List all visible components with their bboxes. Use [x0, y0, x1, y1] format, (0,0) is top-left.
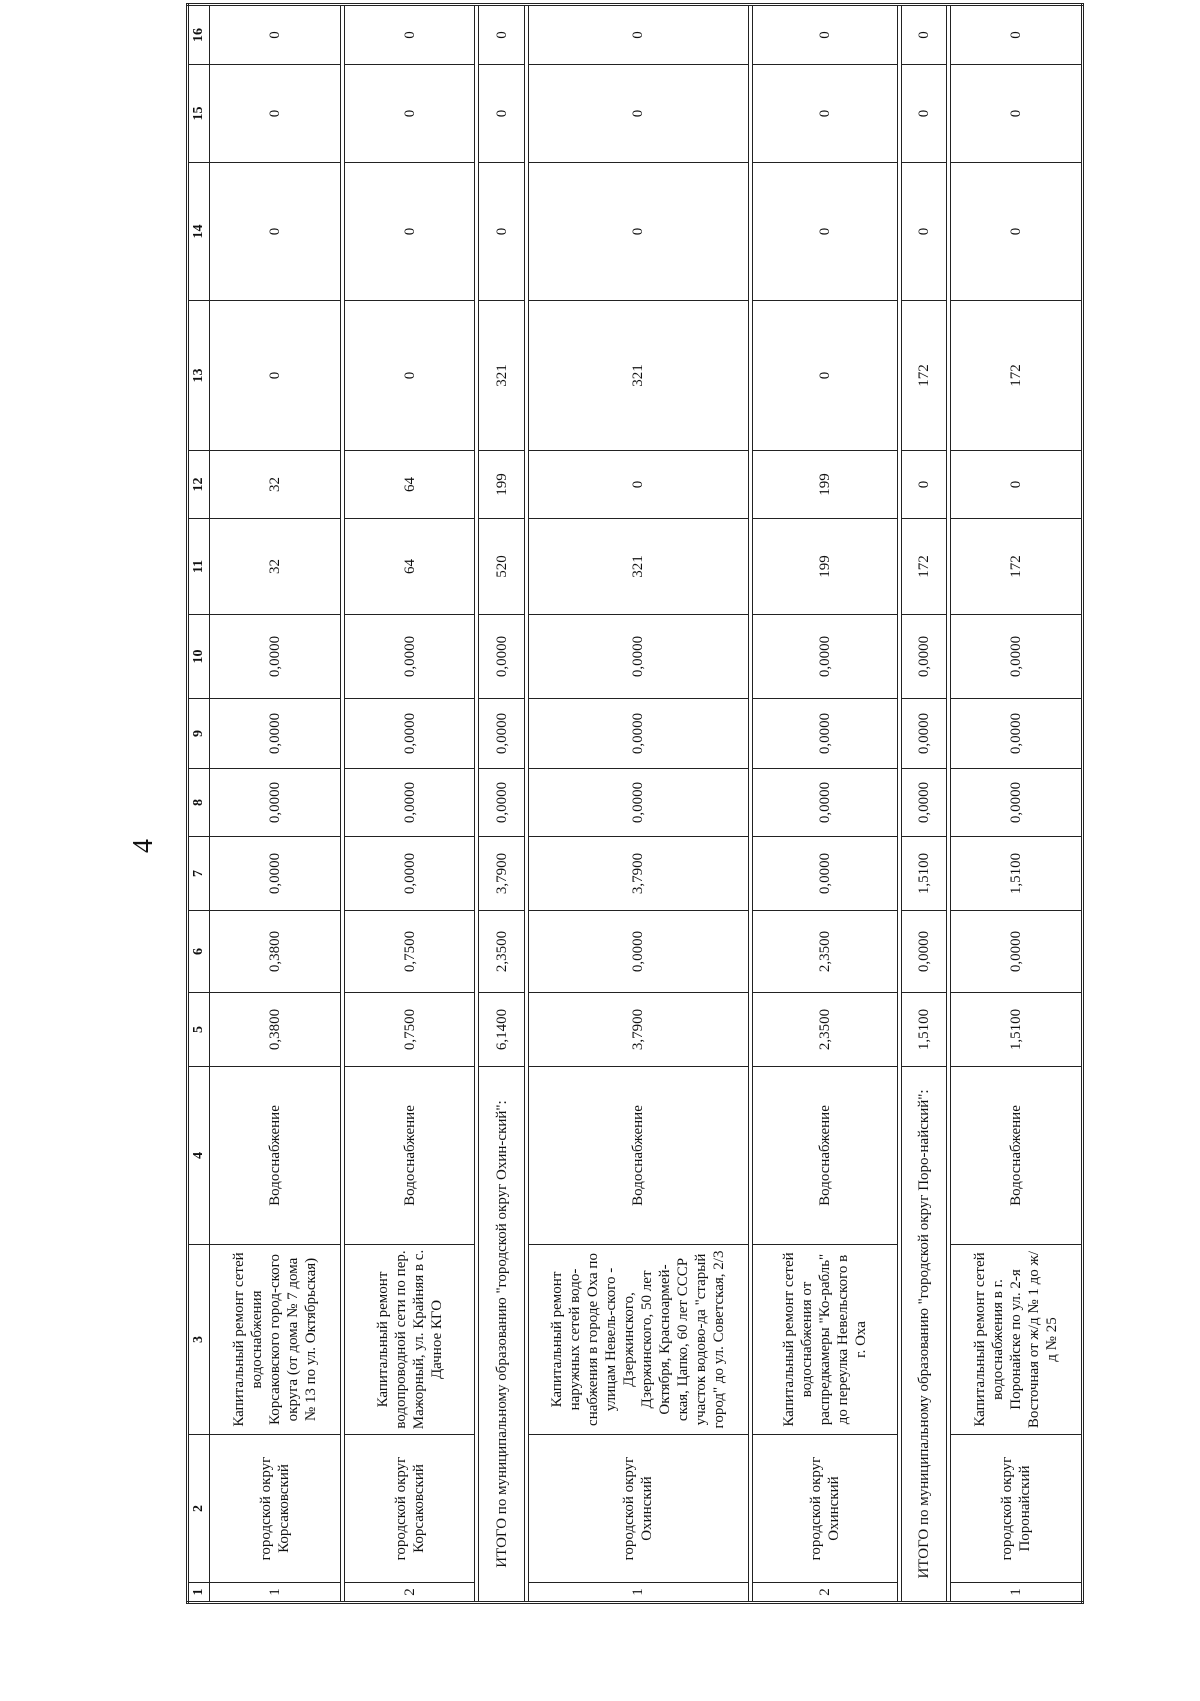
value-cell: 0 — [210, 163, 341, 301]
value-cell: 172 — [951, 519, 1083, 615]
category-cell: Водоснабжение — [951, 1067, 1083, 1245]
value-cell: 6,1400 — [479, 993, 525, 1067]
value-cell: 1,5100 — [951, 993, 1083, 1067]
description-cell: Капитальный ремонт сетей водоснабжения в г. Поронайске по ул. 2-я Восточная от ж/д № 1 до ж/д № 25 — [951, 1245, 1083, 1435]
table-row — [951, 5, 1083, 1603]
column-number: 8 — [188, 769, 210, 837]
category-cell: Водоснабжение — [528, 1067, 748, 1245]
column-number: 4 — [188, 1067, 210, 1245]
column-number: 2 — [188, 1435, 210, 1583]
value-cell: 64 — [344, 451, 475, 519]
value-cell: 0,3800 — [210, 911, 341, 993]
value-cell: 0,0000 — [752, 615, 897, 699]
value-cell: 0 — [210, 5, 341, 65]
value-cell: 0 — [752, 301, 897, 451]
value-cell: 0,3800 — [210, 993, 341, 1067]
value-cell: 0,0000 — [901, 699, 947, 769]
column-number: 12 — [188, 451, 210, 519]
value-cell: 520 — [479, 519, 525, 615]
value-cell: 0 — [951, 451, 1083, 519]
value-cell: 0,0000 — [901, 615, 947, 699]
column-number: 6 — [188, 911, 210, 993]
row-number: 2 — [752, 1583, 897, 1603]
value-cell: 0 — [210, 301, 341, 451]
column-number: 11 — [188, 519, 210, 615]
value-cell: 0 — [752, 65, 897, 163]
value-cell: 3,7900 — [528, 837, 748, 911]
value-cell: 0,0000 — [210, 699, 341, 769]
value-cell: 0 — [528, 5, 748, 65]
table-row — [752, 5, 897, 1603]
value-cell: 0,0000 — [528, 699, 748, 769]
column-number: 15 — [188, 65, 210, 163]
column-number: 13 — [188, 301, 210, 451]
value-cell: 172 — [901, 519, 947, 615]
district-cell: городской округ Корсаковский — [344, 1435, 475, 1583]
value-cell: 0 — [210, 65, 341, 163]
value-cell: 0 — [528, 451, 748, 519]
value-cell: 0 — [344, 65, 475, 163]
value-cell: 172 — [951, 301, 1083, 451]
value-cell: 0 — [528, 163, 748, 301]
value-cell: 1,5100 — [951, 837, 1083, 911]
value-cell: 0 — [479, 5, 525, 65]
value-cell: 0,0000 — [210, 615, 341, 699]
value-cell: 0,7500 — [344, 993, 475, 1067]
column-number: 16 — [188, 5, 210, 65]
value-cell: 0 — [344, 301, 475, 451]
row-number: 2 — [344, 1583, 475, 1603]
table-row — [210, 5, 341, 1603]
value-cell: 3,7900 — [528, 993, 748, 1067]
district-cell: городской округ Корсаковский — [210, 1435, 341, 1583]
value-cell: 0 — [951, 65, 1083, 163]
value-cell: 0,0000 — [344, 699, 475, 769]
column-number: 5 — [188, 993, 210, 1067]
description-cell: Капитальный ремонт сетей водоснабжения от распредкамеры "Ко-рабль" до переулка Невельского в г. Оха — [752, 1245, 897, 1435]
column-number-row — [188, 5, 210, 1603]
category-cell: Водоснабжение — [210, 1067, 341, 1245]
value-cell: 321 — [528, 301, 748, 451]
value-cell: 3,7900 — [479, 837, 525, 911]
value-cell: 1,5100 — [901, 993, 947, 1067]
value-cell: 0,0000 — [344, 615, 475, 699]
value-cell: 0 — [901, 163, 947, 301]
category-cell: Водоснабжение — [752, 1067, 897, 1245]
value-cell: 0,7500 — [344, 911, 475, 993]
value-cell: 199 — [752, 451, 897, 519]
row-number: 1 — [528, 1583, 748, 1603]
value-cell: 0 — [951, 163, 1083, 301]
value-cell: 0,0000 — [901, 769, 947, 837]
value-cell: 0,0000 — [901, 911, 947, 993]
row-number: 1 — [210, 1583, 341, 1603]
description-cell: Капитальный ремонт водопроводной сети по пер. Мажорный, ул. Крайняя в с. Дачное КГО — [344, 1245, 475, 1435]
value-cell: 32 — [210, 451, 341, 519]
category-cell: Водоснабжение — [344, 1067, 475, 1245]
value-cell: 0,0000 — [344, 769, 475, 837]
district-cell: городской округ Охинский — [752, 1435, 897, 1583]
value-cell: 0 — [344, 163, 475, 301]
total-label: ИТОГО по муниципальному образованию "городской округ Поро-найский": — [901, 1067, 947, 1603]
value-cell: 0,0000 — [344, 837, 475, 911]
value-cell: 32 — [210, 519, 341, 615]
total-label: ИТОГО по муниципальному образованию "городской округ Охин-ский": — [479, 1067, 525, 1603]
total-row — [901, 5, 947, 1603]
value-cell: 0,0000 — [210, 837, 341, 911]
value-cell: 0,0000 — [951, 615, 1083, 699]
rotated-table-container — [186, 28, 1084, 1604]
row-number: 1 — [951, 1583, 1083, 1603]
value-cell: 0 — [344, 5, 475, 65]
value-cell: 199 — [752, 519, 897, 615]
value-cell: 0,0000 — [951, 699, 1083, 769]
value-cell: 0,0000 — [752, 769, 897, 837]
value-cell: 0 — [901, 5, 947, 65]
value-cell: 0,0000 — [479, 699, 525, 769]
value-cell: 2,3500 — [752, 993, 897, 1067]
value-cell: 0 — [479, 163, 525, 301]
value-cell: 172 — [901, 301, 947, 451]
value-cell: 0,0000 — [752, 837, 897, 911]
value-cell: 1,5100 — [901, 837, 947, 911]
value-cell: 199 — [479, 451, 525, 519]
value-cell: 0 — [479, 65, 525, 163]
value-cell: 0,0000 — [951, 769, 1083, 837]
data-table — [186, 3, 1084, 1604]
value-cell: 0,0000 — [528, 769, 748, 837]
value-cell: 321 — [479, 301, 525, 451]
value-cell: 0,0000 — [528, 911, 748, 993]
district-cell: городской округ Охинский — [528, 1435, 748, 1583]
table-row — [344, 5, 475, 1603]
description-cell: Капитальный ремонт сетей водоснабжения Корсаковского город-ского округа (от дома № 7 дома № 13 по ул. Октябрьская) — [210, 1245, 341, 1435]
page-number: 4 — [128, 839, 159, 853]
table-row — [528, 5, 748, 1603]
value-cell: 321 — [528, 519, 748, 615]
value-cell: 2,3500 — [752, 911, 897, 993]
value-cell: 0 — [752, 163, 897, 301]
description-cell: Капитальный ремонт наружных сетей водо-снабжения в городе Оха по улицам Невель-ского - Дзержинского, Дзержинского, 50 лет Октября, Красноармей-ская, Цапко, 60 лет СССР участок водово-да "старый город" до ул. Советская, 2/3 — [528, 1245, 748, 1435]
column-number: 7 — [188, 837, 210, 911]
value-cell: 0 — [901, 65, 947, 163]
column-number: 10 — [188, 615, 210, 699]
value-cell: 0 — [951, 5, 1083, 65]
value-cell: 0,0000 — [210, 769, 341, 837]
value-cell: 0,0000 — [479, 769, 525, 837]
value-cell: 0 — [528, 65, 748, 163]
column-number: 14 — [188, 163, 210, 301]
column-number: 9 — [188, 699, 210, 769]
value-cell: 0 — [752, 5, 897, 65]
column-number: 1 — [188, 1583, 210, 1603]
value-cell: 64 — [344, 519, 475, 615]
value-cell: 0,0000 — [951, 911, 1083, 993]
value-cell: 0,0000 — [752, 699, 897, 769]
column-number: 3 — [188, 1245, 210, 1435]
value-cell: 0,0000 — [479, 615, 525, 699]
district-cell: городской округ Поронайский — [951, 1435, 1083, 1583]
value-cell: 0,0000 — [528, 615, 748, 699]
total-row — [479, 5, 525, 1603]
value-cell: 0 — [901, 451, 947, 519]
value-cell: 2,3500 — [479, 911, 525, 993]
